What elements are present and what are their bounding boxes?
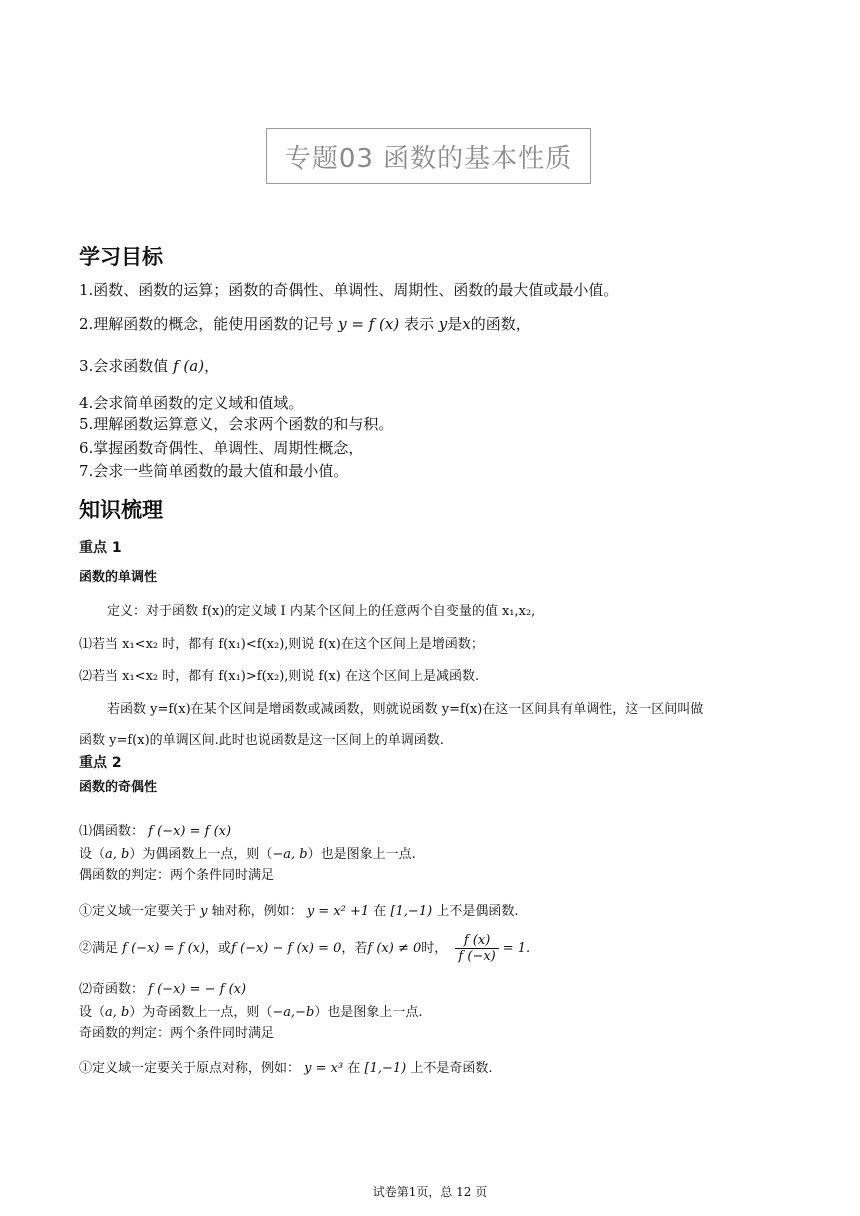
goal-item-2: 2.理解函数的概念，能使用函数的记号 y = f (x) 表示 y是x的函数， bbox=[79, 315, 531, 333]
odd-function-judge: 奇函数的判定：两个条件同时满足 bbox=[79, 1026, 275, 1041]
even-condition-2: ②满足 f (−x) = f (x)，或f (−x) − f (x) = 0，若f (x) ≠ 0时， $\frac{f (x)}{f (-x)}$ = 1. bbox=[79, 933, 531, 964]
page-footer: 试卷第1页，总 12 页 bbox=[372, 1185, 488, 1199]
monotonic-definition: 定义：对于函数 f(x)的定义域 I 内某个区间上的任意两个自变量的值 x₁,x₂, bbox=[107, 604, 536, 619]
goal-item-3: 3.会求函数值 f (a)， bbox=[79, 357, 220, 375]
even-function-judge: 偶函数的判定：两个条件同时满足 bbox=[79, 868, 275, 883]
odd-condition-1: ①定义域一定要关于原点对称，例如： y = x³ 在 [1,−1) 上不是奇函数. bbox=[79, 1061, 493, 1076]
goal-item-1: 1.函数、函数的运算；函数的奇偶性、单调性、周期性、函数的最大值或最小值。 bbox=[79, 281, 619, 299]
goal-item-7: 7.会求一些简单函数的最大值和最小值。 bbox=[79, 462, 349, 480]
goal-item-4: 4.会求简单函数的定义域和值域。 bbox=[79, 394, 304, 412]
even-condition-1: ①定义域一定要关于 y 轴对称，例如： y = x² +1 在 [1,−1) 上不是偶函数. bbox=[79, 904, 519, 919]
goal-item-6: 6.掌握函数奇偶性、单调性、周期性概念， bbox=[79, 439, 364, 457]
monotonic-case-increasing: ⑴若当 x₁<x₂ 时，都有 f(x₁)<f(x₂),则说 f(x)在这个区间上是增函数； bbox=[79, 637, 484, 652]
knowledge-heading: 知识梳理 bbox=[79, 498, 163, 522]
ratio-fraction: $\frac{f (x)}{f (-x)}$ bbox=[455, 933, 498, 964]
monotonic-paragraph-line2: 函数 y=f(x)的单调区间.此时也说函数是这一区间上的单调函数. bbox=[79, 733, 444, 748]
monotonic-paragraph-line1: 若函数 y=f(x)在某个区间是增函数或减函数，则就说函数 y=f(x)在这一区间具有单调性，这一区间叫做 bbox=[107, 702, 704, 717]
odd-function-definition: ⑵奇函数： f (−x) = − f (x) bbox=[79, 982, 247, 997]
even-function-point: 设（a, b）为偶函数上一点，则（−a, b）也是图象上一点. bbox=[79, 847, 416, 862]
point1-label: 重点 1 bbox=[79, 540, 122, 556]
goals-heading: 学习目标 bbox=[79, 245, 163, 269]
monotonic-case-decreasing: ⑵若当 x₁<x₂ 时，都有 f(x₁)>f(x₂),则说 f(x) 在这个区间上是减函数. bbox=[79, 669, 480, 684]
page-title: 专题03 函数的基本性质 bbox=[266, 128, 591, 184]
point2-label: 重点 2 bbox=[79, 755, 122, 771]
odd-function-point: 设（a, b）为奇函数上一点，则（−a,−b）也是图象上一点. bbox=[79, 1005, 423, 1020]
point1-subtitle: 函数的单调性 bbox=[79, 570, 158, 585]
even-function-definition: ⑴偶函数： f (−x) = f (x) bbox=[79, 824, 232, 839]
goal-item-5: 5.理解函数运算意义，会求两个函数的和与积。 bbox=[79, 415, 394, 433]
point2-subtitle: 函数的奇偶性 bbox=[79, 780, 158, 795]
